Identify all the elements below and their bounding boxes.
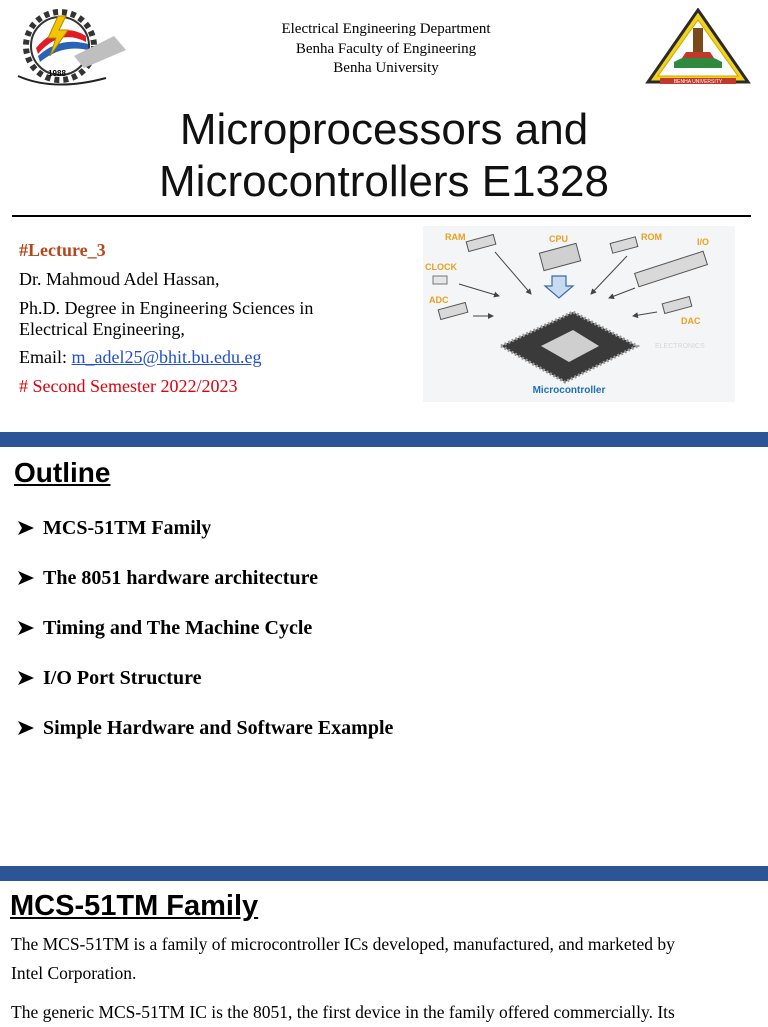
arrow-bullet-icon (16, 520, 36, 536)
rom-label: ROM (641, 232, 662, 242)
adc-label: ADC (429, 295, 449, 305)
io-label: I/O (697, 237, 710, 247)
microcontroller-diagram (423, 226, 735, 402)
intro-paragraph (11, 930, 756, 988)
ram-label: RAM (445, 232, 466, 242)
course-title (40, 104, 728, 208)
department-header (200, 20, 572, 79)
outline-heading: Outline (14, 457, 111, 488)
cpu-label: CPU (549, 234, 569, 244)
course-title-line-1: Microprocessors and (179, 105, 589, 154)
instructor-name: Dr. Mahmoud Adel Hassan, (19, 269, 220, 289)
outline-item-label: Simple Hardware and Software Example (43, 717, 394, 739)
outline-item-label: The 8051 hardware architecture (43, 567, 318, 589)
left-logo-year: 1988 (48, 69, 66, 78)
intro-line-2: Intel Corporation. (11, 963, 137, 983)
outline-item (16, 716, 393, 740)
lecture-number: #Lecture_3 (19, 240, 106, 260)
clock-icon (433, 276, 447, 284)
email-label: Email: (19, 347, 72, 367)
semester: # Second Semester 2022/2023 (19, 376, 238, 396)
intro-line-1: The MCS-51TM is a family of microcontroller ICs developed, manufactured, and marketed by (11, 934, 675, 954)
outline-item (16, 566, 318, 590)
degree-line-1: Ph.D. Degree in Engineering Sciences in (19, 298, 314, 318)
microcontroller-label: Microcontroller (532, 385, 606, 396)
mcs51-heading: MCS-51TM Family (10, 890, 259, 922)
slide-separator-band (0, 432, 768, 447)
university-shield-logo-icon (644, 8, 752, 88)
diagram-watermark: ELECTRONICS (655, 343, 705, 350)
faculty-line: Benha Faculty of Engineering (295, 40, 477, 57)
outline-item-label: I/O Port Structure (43, 667, 202, 689)
title-slide (0, 0, 768, 432)
dac-label: DAC (681, 316, 701, 326)
university-line: Benha University (333, 60, 439, 76)
title-divider (12, 215, 751, 217)
outline-item (16, 516, 211, 540)
slide-separator-band (0, 866, 768, 881)
faculty-gear-logo-icon (14, 6, 134, 88)
department-line: Electrical Engineering Department (281, 21, 491, 37)
outline-item (16, 616, 312, 640)
arrow-bullet-icon (16, 620, 36, 636)
outline-item-label: MCS-51TM Family (43, 517, 212, 539)
clock-label: CLOCK (425, 262, 457, 272)
outline-item-label: Timing and The Machine Cycle (43, 617, 313, 639)
outline-item (16, 666, 202, 690)
email-row (19, 347, 262, 368)
email-link[interactable]: m_adel25@bhit.bu.edu.eg (71, 347, 262, 367)
right-logo-text: BENHA UNIVERSITY (673, 79, 723, 85)
arrow-bullet-icon (16, 720, 36, 736)
instructor-degree (19, 298, 313, 340)
arrow-bullet-icon (16, 570, 36, 586)
course-title-line-2: Microcontrollers E1328 (159, 157, 609, 206)
arrow-bullet-icon (16, 670, 36, 686)
degree-line-2: Electrical Engineering, (19, 319, 185, 339)
generic-paragraph: The generic MCS-51TM IC is the 8051, the first device in the family offered commercially. Its (11, 1002, 675, 1022)
